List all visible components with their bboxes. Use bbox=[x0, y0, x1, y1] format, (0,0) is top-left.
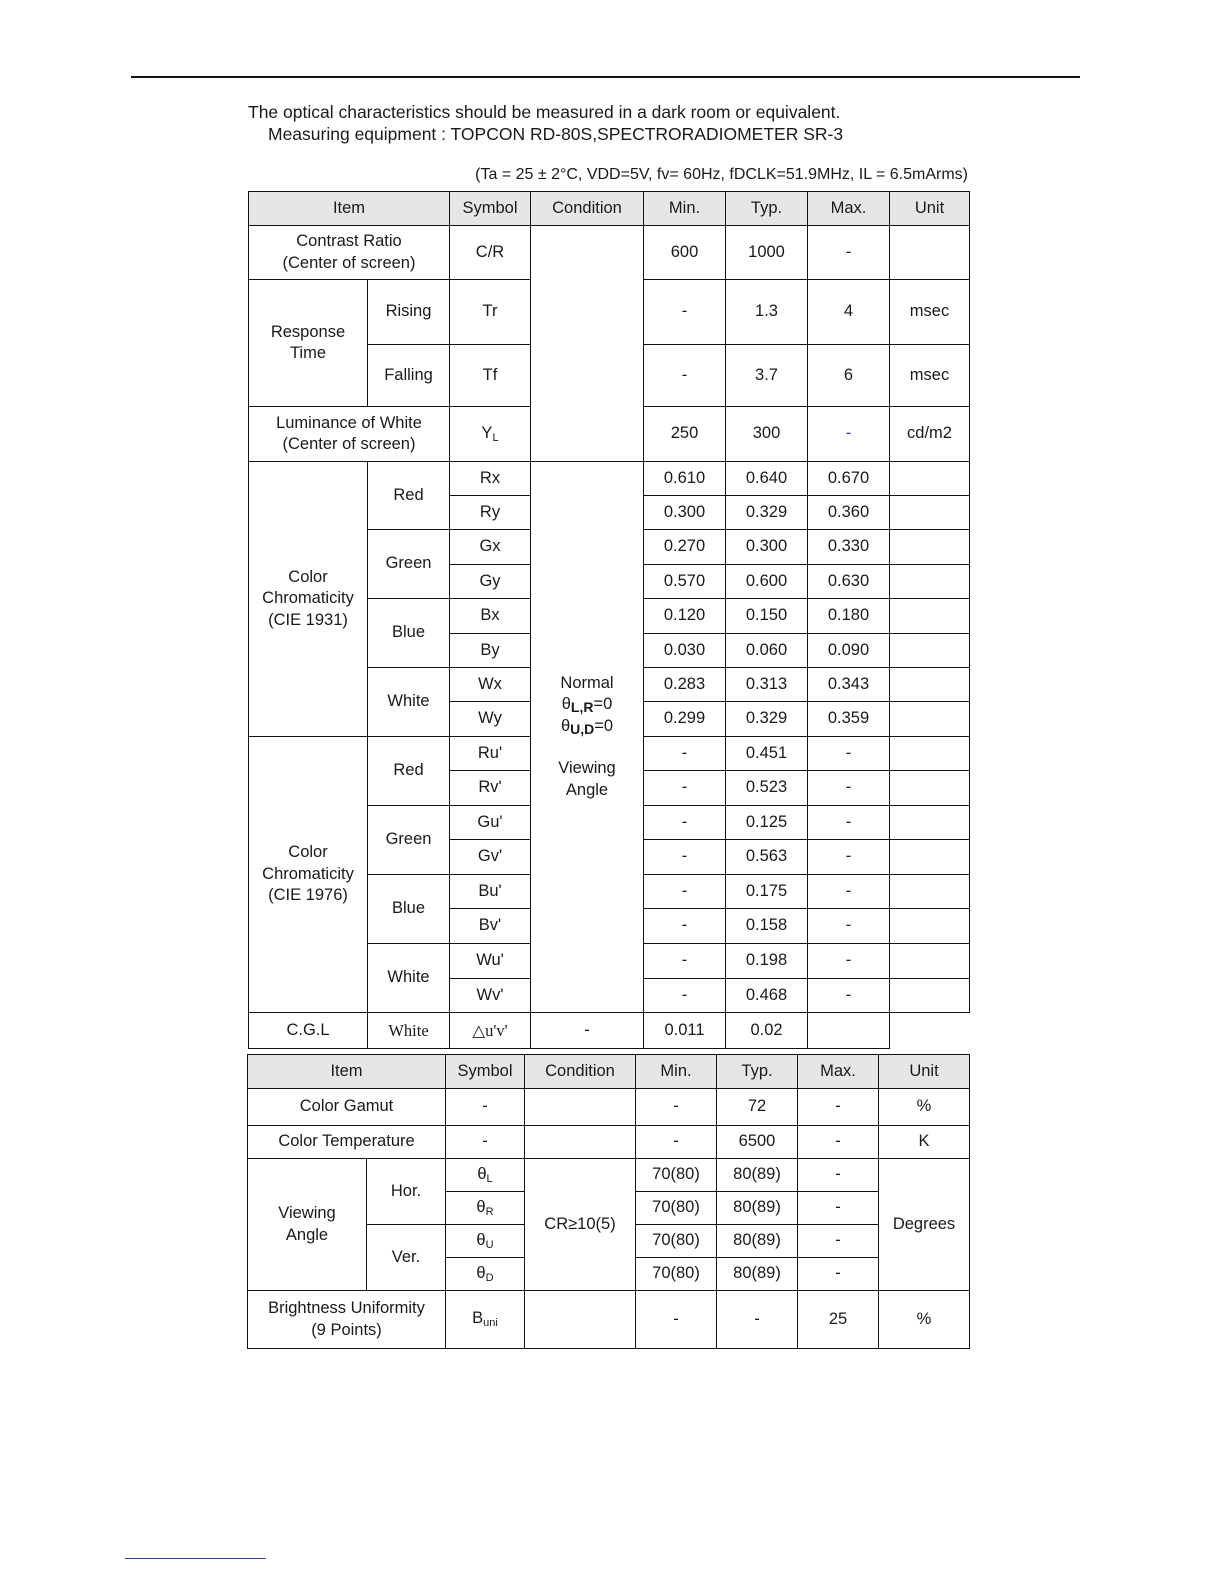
header-max: Max. bbox=[808, 192, 890, 226]
table-header-row bbox=[248, 1055, 970, 1089]
cie1931-max: 0.090 bbox=[808, 634, 890, 668]
condition-blank bbox=[531, 226, 644, 462]
table-row bbox=[248, 1291, 970, 1349]
cie1976-symbol: Ru' bbox=[450, 737, 531, 771]
temperature-unit: K bbox=[879, 1126, 970, 1159]
equipment-text: Measuring equipment : TOPCON RD-80S,SPECTRORADIOMETER SR-3 bbox=[268, 124, 844, 144]
viewing-unit: Degrees bbox=[879, 1159, 970, 1291]
cie1931-min: 0.299 bbox=[644, 702, 726, 737]
cie1931-unit bbox=[890, 565, 970, 599]
gamut-viewing-table bbox=[247, 1054, 970, 1349]
cie1976-min: - bbox=[644, 875, 726, 909]
cie1976-min: - bbox=[644, 771, 726, 806]
cie1976-typ: 0.125 bbox=[726, 806, 808, 840]
table-header-row bbox=[249, 192, 970, 226]
cie1976-color-3: White bbox=[368, 944, 450, 1013]
table-row bbox=[248, 1126, 970, 1159]
cie1976-unit bbox=[890, 909, 970, 944]
viewing-hor: Hor. bbox=[367, 1159, 446, 1225]
cie1931-typ: 0.313 bbox=[726, 668, 808, 702]
temperature-condition bbox=[525, 1126, 636, 1159]
theta-l-max: - bbox=[798, 1159, 879, 1192]
cie1976-color-0: Red bbox=[368, 737, 450, 806]
table-row bbox=[249, 226, 970, 280]
test-conditions: (Ta = 25 ± 2°C, VDD=5V, fv= 60Hz, fDCLK=51.9MHz, IL = 6.5mArms) bbox=[475, 166, 968, 183]
luminance-item: Luminance of White (Center of screen) bbox=[249, 407, 450, 462]
gamut-max: - bbox=[798, 1089, 879, 1126]
cie1931-symbol: Gy bbox=[450, 565, 531, 599]
cie1931-typ: 0.300 bbox=[726, 530, 808, 565]
theta-u-symbol: $\theta_U$ bbox=[446, 1225, 525, 1258]
cie1931-unit bbox=[890, 702, 970, 737]
theta-r-min: 70(80) bbox=[636, 1192, 717, 1225]
cie1931-min: 0.283 bbox=[644, 668, 726, 702]
viewing-item: Viewing Angle bbox=[248, 1159, 367, 1291]
cie1931-typ: 0.600 bbox=[726, 565, 808, 599]
cgl-item: C.G.L bbox=[249, 1013, 368, 1049]
cie1931-unit bbox=[890, 668, 970, 702]
header-max: Max. bbox=[798, 1055, 879, 1089]
theta-l-typ: 80(89) bbox=[717, 1159, 798, 1192]
header-symbol: Symbol bbox=[446, 1055, 525, 1089]
cie1976-symbol: Gv' bbox=[450, 840, 531, 875]
cie1976-typ: 0.523 bbox=[726, 771, 808, 806]
luminance-typ: 300 bbox=[726, 407, 808, 462]
cgl-symbol: △u'v' bbox=[450, 1013, 531, 1049]
cie1931-symbol: Rx bbox=[450, 462, 531, 496]
cie1931-color-2: Blue bbox=[368, 599, 450, 668]
theta-l-min: 70(80) bbox=[636, 1159, 717, 1192]
theta-d-typ: 80(89) bbox=[717, 1258, 798, 1291]
falling-symbol: Tf bbox=[450, 345, 531, 407]
cie1931-symbol: Wx bbox=[450, 668, 531, 702]
cie1976-color-2: Blue bbox=[368, 875, 450, 944]
cie1931-min: 0.570 bbox=[644, 565, 726, 599]
cie1931-symbol: Bx bbox=[450, 599, 531, 634]
viewing-ver: Ver. bbox=[367, 1225, 446, 1291]
cie1931-max: 0.630 bbox=[808, 565, 890, 599]
gamut-min: - bbox=[636, 1089, 717, 1126]
cie1931-symbol: By bbox=[450, 634, 531, 668]
cie1976-min: - bbox=[644, 806, 726, 840]
theta-u-max: - bbox=[798, 1225, 879, 1258]
cie1931-unit bbox=[890, 634, 970, 668]
cgl-sub: White bbox=[368, 1013, 450, 1049]
cie1931-typ: 0.329 bbox=[726, 496, 808, 530]
uniformity-typ: - bbox=[717, 1291, 798, 1349]
header-item: Item bbox=[248, 1055, 446, 1089]
cie1976-max: - bbox=[808, 840, 890, 875]
cie1931-max: 0.360 bbox=[808, 496, 890, 530]
response-item: Response Time bbox=[249, 280, 368, 407]
theta-u-typ: 80(89) bbox=[717, 1225, 798, 1258]
cie1931-item: Color Chromaticity (CIE 1931) bbox=[249, 462, 368, 737]
viewing-condition: CR≥10(5) bbox=[525, 1159, 636, 1291]
table-row bbox=[248, 1089, 970, 1126]
cie1976-unit bbox=[890, 771, 970, 806]
cie1976-typ: 0.451 bbox=[726, 737, 808, 771]
cie1976-typ: 0.158 bbox=[726, 909, 808, 944]
cie1976-unit bbox=[890, 840, 970, 875]
cie1931-color-1: Green bbox=[368, 530, 450, 599]
temperature-item: Color Temperature bbox=[248, 1126, 446, 1159]
cie1931-typ: 0.060 bbox=[726, 634, 808, 668]
header-condition: Condition bbox=[531, 192, 644, 226]
table-row bbox=[249, 462, 970, 496]
cie1976-symbol: Rv' bbox=[450, 771, 531, 806]
contrast-symbol: C/R bbox=[450, 226, 531, 280]
cgl-unit bbox=[808, 1013, 890, 1049]
cie1976-max: - bbox=[808, 771, 890, 806]
contrast-min: 600 bbox=[644, 226, 726, 280]
uniformity-condition bbox=[525, 1291, 636, 1349]
luminance-max: - bbox=[808, 407, 890, 462]
cie1976-min: - bbox=[644, 737, 726, 771]
cie1931-max: 0.343 bbox=[808, 668, 890, 702]
temperature-min: - bbox=[636, 1126, 717, 1159]
cie1976-max: - bbox=[808, 875, 890, 909]
temperature-typ: 6500 bbox=[717, 1126, 798, 1159]
rising-max: 4 bbox=[808, 280, 890, 345]
rising-label: Rising bbox=[368, 280, 450, 345]
theta-r-typ: 80(89) bbox=[717, 1192, 798, 1225]
cie1976-symbol: Bv' bbox=[450, 909, 531, 944]
contrast-item: Contrast Ratio (Center of screen) bbox=[249, 226, 450, 280]
header-unit: Unit bbox=[890, 192, 970, 226]
intro-text: The optical characteristics should be measured in a dark room or equivalent. bbox=[248, 102, 841, 122]
header-unit: Unit bbox=[879, 1055, 970, 1089]
header-typ: Typ. bbox=[717, 1055, 798, 1089]
cie1976-min: - bbox=[644, 909, 726, 944]
cie1931-unit bbox=[890, 496, 970, 530]
header-condition: Condition bbox=[525, 1055, 636, 1089]
cie1931-min: 0.120 bbox=[644, 599, 726, 634]
cie1976-typ: 0.468 bbox=[726, 979, 808, 1013]
header-min: Min. bbox=[644, 192, 726, 226]
gamut-item: Color Gamut bbox=[248, 1089, 446, 1126]
falling-unit: msec bbox=[890, 345, 970, 407]
cie1976-unit bbox=[890, 806, 970, 840]
condition-normal-viewing: Normal $\theta_{L,R}=0$ $\theta_{U,D}=0$ Viewing Angle bbox=[531, 462, 644, 1013]
cie1931-unit bbox=[890, 462, 970, 496]
cie1931-min: 0.610 bbox=[644, 462, 726, 496]
cie1976-max: - bbox=[808, 806, 890, 840]
contrast-unit bbox=[890, 226, 970, 280]
cie1976-symbol: Gu' bbox=[450, 806, 531, 840]
contrast-typ: 1000 bbox=[726, 226, 808, 280]
cie1931-min: 0.300 bbox=[644, 496, 726, 530]
cie1931-unit bbox=[890, 530, 970, 565]
cie1976-min: - bbox=[644, 944, 726, 979]
cie1976-typ: 0.563 bbox=[726, 840, 808, 875]
contrast-max: - bbox=[808, 226, 890, 280]
cie1976-max: - bbox=[808, 979, 890, 1013]
cie1976-symbol: Bu' bbox=[450, 875, 531, 909]
uniformity-symbol: $B_{uni}$ bbox=[446, 1291, 525, 1349]
cie1931-symbol: Gx bbox=[450, 530, 531, 565]
table-row bbox=[248, 1159, 970, 1192]
cie1931-symbol: Ry bbox=[450, 496, 531, 530]
rising-unit: msec bbox=[890, 280, 970, 345]
cie1976-min: - bbox=[644, 979, 726, 1013]
cie1931-min: 0.270 bbox=[644, 530, 726, 565]
cie1976-unit bbox=[890, 875, 970, 909]
cie1931-typ: 0.640 bbox=[726, 462, 808, 496]
cie1976-symbol: Wv' bbox=[450, 979, 531, 1013]
cie1976-max: - bbox=[808, 909, 890, 944]
cie1976-max: - bbox=[808, 737, 890, 771]
gamut-symbol: - bbox=[446, 1089, 525, 1126]
footer-rule bbox=[125, 1558, 266, 1559]
luminance-symbol: $Y_L$ bbox=[450, 407, 531, 462]
cie1931-color-0: Red bbox=[368, 462, 450, 530]
cie1931-symbol: Wy bbox=[450, 702, 531, 737]
cie1931-unit bbox=[890, 599, 970, 634]
gamut-typ: 72 bbox=[717, 1089, 798, 1126]
temperature-max: - bbox=[798, 1126, 879, 1159]
cie1931-color-3: White bbox=[368, 668, 450, 737]
cie1976-typ: 0.175 bbox=[726, 875, 808, 909]
header-item: Item bbox=[249, 192, 450, 226]
temperature-symbol: - bbox=[446, 1126, 525, 1159]
cie1931-max: 0.670 bbox=[808, 462, 890, 496]
luminance-min: 250 bbox=[644, 407, 726, 462]
optical-spec-table bbox=[248, 191, 970, 1049]
theta-r-symbol: $\theta_R$ bbox=[446, 1192, 525, 1225]
falling-max: 6 bbox=[808, 345, 890, 407]
uniformity-min: - bbox=[636, 1291, 717, 1349]
cie1976-max: - bbox=[808, 944, 890, 979]
cie1976-item: Color Chromaticity (CIE 1976) bbox=[249, 737, 368, 1013]
uniformity-item: Brightness Uniformity (9 Points) bbox=[248, 1291, 446, 1349]
rising-typ: 1.3 bbox=[726, 280, 808, 345]
cie1976-unit bbox=[890, 737, 970, 771]
header-min: Min. bbox=[636, 1055, 717, 1089]
theta-d-min: 70(80) bbox=[636, 1258, 717, 1291]
falling-typ: 3.7 bbox=[726, 345, 808, 407]
cie1976-unit bbox=[890, 944, 970, 979]
gamut-unit: % bbox=[879, 1089, 970, 1126]
uniformity-max: 25 bbox=[798, 1291, 879, 1349]
theta-u-min: 70(80) bbox=[636, 1225, 717, 1258]
cie1976-typ: 0.198 bbox=[726, 944, 808, 979]
theta-l-symbol: $\theta_L$ bbox=[446, 1159, 525, 1192]
table-row bbox=[249, 1013, 970, 1049]
gamut-condition bbox=[525, 1089, 636, 1126]
cie1931-typ: 0.150 bbox=[726, 599, 808, 634]
theta-r-max: - bbox=[798, 1192, 879, 1225]
rising-symbol: Tr bbox=[450, 280, 531, 345]
cgl-max: 0.02 bbox=[726, 1013, 808, 1049]
luminance-unit: cd/m2 bbox=[890, 407, 970, 462]
theta-d-symbol: $\theta_D$ bbox=[446, 1258, 525, 1291]
cie1931-typ: 0.329 bbox=[726, 702, 808, 737]
cie1976-unit bbox=[890, 979, 970, 1013]
uniformity-unit: % bbox=[879, 1291, 970, 1349]
cie1931-min: 0.030 bbox=[644, 634, 726, 668]
cie1931-max: 0.359 bbox=[808, 702, 890, 737]
cgl-typ: 0.011 bbox=[644, 1013, 726, 1049]
cie1976-color-1: Green bbox=[368, 806, 450, 875]
cie1976-symbol: Wu' bbox=[450, 944, 531, 979]
cie1931-max: 0.330 bbox=[808, 530, 890, 565]
cie1931-max: 0.180 bbox=[808, 599, 890, 634]
header-rule bbox=[131, 76, 1080, 78]
header-typ: Typ. bbox=[726, 192, 808, 226]
falling-min: - bbox=[644, 345, 726, 407]
theta-d-max: - bbox=[798, 1258, 879, 1291]
cie1976-min: - bbox=[644, 840, 726, 875]
falling-label: Falling bbox=[368, 345, 450, 407]
header-symbol: Symbol bbox=[450, 192, 531, 226]
rising-min: - bbox=[644, 280, 726, 345]
cgl-min: - bbox=[531, 1013, 644, 1049]
